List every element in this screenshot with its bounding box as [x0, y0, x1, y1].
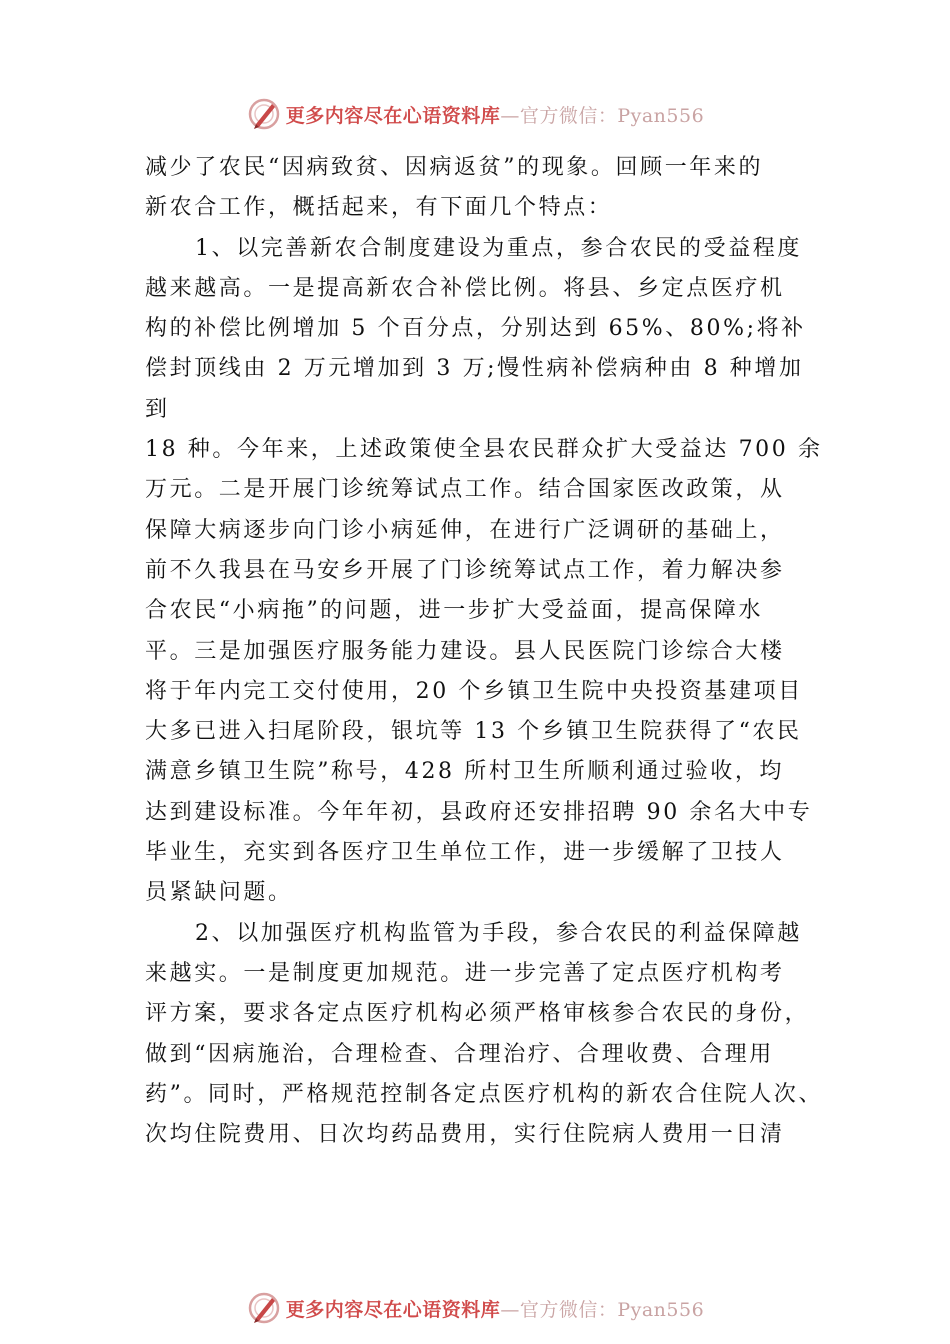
body-line: 新农合工作，概括起来，有下面几个特点： — [145, 195, 613, 221]
body-line: 达到建设标准。今年年初，县政府还安排招聘 90 余名大中专 — [145, 799, 813, 825]
body-line: 前不久我县在马安乡开展了门诊统筹试点工作，着力解决参 — [145, 557, 785, 583]
header-banner-suffix: —官方微信： — [500, 104, 618, 127]
footer-wechat-id: Pyan556 — [617, 1298, 705, 1321]
body-line: 将于年内完工交付使用，20 个乡镇卫生院中央投资基建项目 — [145, 678, 803, 704]
body-line: 平。三是加强医疗服务能力建设。县人民医院门诊综合大楼 — [145, 638, 785, 664]
body-line: 18 种。今年来，上述政策使全县农民群众扩大受益达 700 余 — [145, 437, 823, 463]
body-line: 毕业生，充实到各医疗卫生单位工作，进一步缓解了卫技人 — [145, 840, 785, 866]
footer-banner-text — [286, 1295, 704, 1322]
header-banner-text — [286, 101, 704, 128]
body-line: 保障大病逐步向门诊小病延伸，在进行广泛调研的基础上， — [145, 517, 785, 543]
body-line: 满意乡镇卫生院”称号，428 所村卫生所顺利通过验收，均 — [145, 759, 785, 785]
body-line: 万元。二是开展门诊统筹试点工作。结合国家医改政策，从 — [145, 477, 785, 503]
body-line: 员紧缺问题。 — [145, 880, 293, 906]
pen-circle-logo-icon — [246, 96, 282, 132]
header-banner — [0, 94, 950, 134]
body-line: 1、以完善新农合制度建设为重点，参合农民的受益程度 — [195, 235, 802, 261]
body-line: 做到“因病施治，合理检查、合理治疗、合理收费、合理用 — [145, 1041, 774, 1067]
header-wechat-id: Pyan556 — [617, 104, 705, 127]
body-line: 构的补偿比例增加 5 个百分点，分别达到 65%、80%;将补 — [145, 316, 806, 342]
body-line: 来越实。一是制度更加规范。进一步完善了定点医疗机构考 — [145, 960, 785, 986]
body-line: 到 — [145, 396, 170, 422]
header-banner-prefix: 更多内容尽在心语资料库 — [285, 104, 501, 127]
footer-banner — [0, 1288, 950, 1328]
body-line: 药”。同时，严格规范控制各定点医疗机构的新农合住院人次、 — [145, 1081, 824, 1107]
body-line: 评方案，要求各定点医疗机构必须严格审核参合农民的身份， — [145, 1001, 810, 1027]
footer-banner-suffix: —官方微信： — [500, 1298, 618, 1321]
pen-circle-logo-icon — [246, 1290, 282, 1326]
body-line: 减少了农民“因病致贫、因病返贫”的现象。回顾一年来的 — [145, 155, 764, 180]
body-line: 偿封顶线由 2 万元增加到 3 万;慢性病补偿病种由 8 种增加 — [145, 356, 804, 382]
body-line: 大多已进入扫尾阶段，银坑等 13 个乡镇卫生院获得了“农民 — [145, 719, 802, 745]
body-line: 2、以加强医疗机构监管为手段，参合农民的利益保障越 — [195, 920, 802, 946]
document-body — [145, 148, 824, 1155]
body-line: 合农民“小病拖”的问题，进一步扩大受益面，提高保障水 — [145, 598, 764, 624]
body-line: 次均住院费用、日次均药品费用，实行住院病人费用一日清 — [145, 1122, 785, 1148]
body-line: 越来越高。一是提高新农合补偿比例。将县、乡定点医疗机 — [145, 275, 785, 301]
footer-banner-prefix: 更多内容尽在心语资料库 — [285, 1298, 501, 1321]
